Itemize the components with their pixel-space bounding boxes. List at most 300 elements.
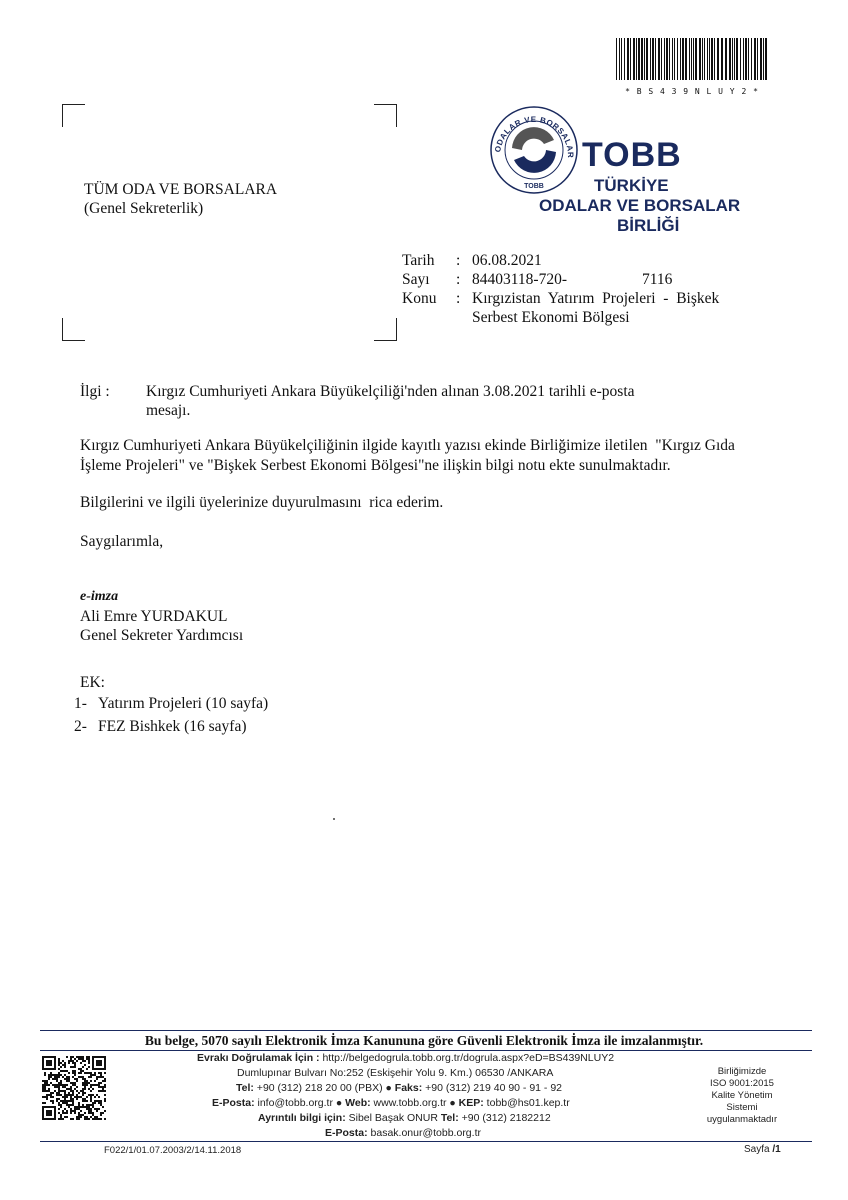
qr-module	[60, 1090, 62, 1092]
page-label: Sayfa	[744, 1144, 770, 1155]
qr-module	[72, 1062, 74, 1064]
qr-module	[82, 1066, 84, 1068]
qr-module	[84, 1082, 86, 1084]
seal-bottom-text: TOBB	[524, 183, 544, 190]
qr-module	[66, 1104, 68, 1106]
qr-module	[88, 1112, 90, 1114]
footer-eposta2	[325, 1127, 481, 1139]
qr-module	[88, 1066, 90, 1068]
qr-module	[62, 1096, 64, 1098]
qr-module	[50, 1096, 52, 1098]
qr-module	[78, 1104, 80, 1106]
qr-module	[82, 1058, 84, 1060]
qr-module	[98, 1118, 100, 1120]
qr-module	[60, 1118, 62, 1120]
barcode-code: * B S 4 3 9 N L U Y 2 *	[625, 87, 759, 96]
qr-module	[72, 1118, 74, 1120]
qr-module	[66, 1112, 68, 1114]
qr-module	[66, 1080, 68, 1082]
barcode-bar	[636, 38, 637, 80]
qr-module	[76, 1098, 78, 1100]
qr-module	[86, 1106, 88, 1108]
qr-module	[94, 1108, 96, 1110]
qr-module	[48, 1084, 50, 1086]
qr-module	[72, 1104, 74, 1106]
qr-module	[72, 1092, 74, 1094]
iso-line2: ISO 9001:2015	[710, 1078, 774, 1089]
barcode-bar	[717, 38, 719, 80]
qr-module	[82, 1098, 84, 1100]
qr-module	[44, 1074, 46, 1076]
qr-module	[72, 1070, 74, 1072]
qr-module	[86, 1100, 88, 1102]
qr-module	[52, 1102, 54, 1104]
qr-module	[60, 1082, 62, 1084]
qr-module	[42, 1090, 44, 1092]
qr-module	[94, 1072, 96, 1074]
qr-module	[76, 1108, 78, 1110]
address-window-corner-tr	[374, 104, 397, 127]
barcode-bar	[763, 38, 764, 80]
qr-module	[84, 1100, 86, 1102]
qr-module	[48, 1074, 50, 1076]
qr-module	[100, 1118, 102, 1120]
barcode-bar	[661, 38, 662, 80]
qr-module	[64, 1096, 66, 1098]
qr-module	[70, 1100, 72, 1102]
qr-module	[44, 1088, 46, 1090]
qr-module	[82, 1106, 84, 1108]
qr-module	[80, 1062, 82, 1064]
qr-module	[62, 1086, 64, 1088]
eposta-value[interactable]: info@tobb.org.tr ●	[254, 1097, 346, 1109]
qr-module	[94, 1116, 96, 1118]
barcode-bar	[734, 38, 735, 80]
barcode-bar	[633, 38, 635, 80]
tarih-label: Tarih	[402, 252, 435, 269]
qr-module	[102, 1106, 104, 1108]
qr-module	[84, 1084, 86, 1086]
barcode-bar	[702, 38, 703, 80]
qr-module	[94, 1118, 96, 1120]
qr-module	[84, 1098, 86, 1100]
qr-module	[74, 1062, 76, 1064]
para1-line2: İşleme Projeleri" ve "Bişkek Serbest Ekonomi Bölgesi"ne ilişkin bilgi notu ekte sunulmaktadır.	[80, 457, 671, 474]
qr-module	[88, 1058, 90, 1060]
konu-line2: Serbest Ekonomi Bölgesi	[472, 309, 630, 326]
qr-module	[80, 1106, 82, 1108]
iso-line1: Birliğimizde	[717, 1066, 767, 1077]
qr-module	[74, 1108, 76, 1110]
qr-module	[68, 1088, 70, 1090]
qr-module	[70, 1058, 72, 1060]
sayi-value: 84403118-720-	[472, 271, 567, 288]
ilgi-line1: Kırgız Cumhuriyeti Ankara Büyükelçiliği'nden alınan 3.08.2021 tarihli e-posta	[146, 383, 635, 400]
qr-module	[68, 1062, 70, 1064]
qr-module	[82, 1094, 84, 1096]
eimza-mark: e-imza	[80, 589, 119, 604]
footer-contact	[212, 1097, 570, 1109]
qr-module	[78, 1108, 80, 1110]
qr-module	[64, 1070, 66, 1072]
qr-module	[46, 1094, 48, 1096]
qr-module	[70, 1082, 72, 1084]
ayrintili-tel-value: +90 (312) 2182212	[458, 1112, 551, 1124]
qr-module	[78, 1068, 80, 1070]
barcode-bar	[754, 38, 756, 80]
page-value: /1	[769, 1144, 781, 1155]
qr-module	[92, 1074, 94, 1076]
barcode-bar	[677, 38, 678, 80]
address-window-corner-bl	[62, 318, 85, 341]
qr-module	[90, 1096, 92, 1098]
tobb-seal-logo	[488, 104, 580, 196]
qr-module	[84, 1072, 86, 1074]
qr-module	[64, 1074, 66, 1076]
qr-module	[98, 1086, 100, 1088]
qr-module	[60, 1080, 62, 1082]
barcode-bar	[641, 38, 643, 80]
qr-module	[92, 1088, 94, 1090]
tel-label: Tel:	[236, 1082, 254, 1094]
qr-module	[52, 1084, 54, 1086]
qr-module	[72, 1072, 74, 1074]
qr-module	[78, 1114, 80, 1116]
qr-module	[58, 1088, 60, 1090]
qr-module	[52, 1074, 54, 1076]
qr-module	[46, 1098, 48, 1100]
qr-module	[82, 1090, 84, 1092]
qr-module	[58, 1074, 60, 1076]
qr-module	[70, 1066, 72, 1068]
qr-module	[78, 1116, 80, 1118]
qr-module	[56, 1080, 58, 1082]
qr-module	[96, 1110, 98, 1112]
qr-module	[88, 1118, 90, 1120]
barcode-bar	[725, 38, 727, 80]
qr-module	[74, 1064, 76, 1066]
qr-module	[84, 1106, 86, 1108]
qr-module	[72, 1056, 74, 1058]
qr-module	[44, 1082, 46, 1084]
qr-module	[56, 1094, 58, 1096]
qr-module	[46, 1082, 48, 1084]
qr-module	[88, 1088, 90, 1090]
qr-module	[82, 1104, 84, 1106]
qr-module	[96, 1118, 98, 1120]
qr-module	[70, 1096, 72, 1098]
qr-module	[92, 1094, 94, 1096]
qr-module	[66, 1078, 68, 1080]
qr-module	[90, 1110, 92, 1112]
address-window-corner-br	[374, 318, 397, 341]
qr-module	[100, 1090, 102, 1092]
qr-module	[74, 1072, 76, 1074]
konu-line1: Kırgızistan Yatırım Projeleri - Bişkek	[472, 290, 720, 307]
barcode-bar	[682, 38, 684, 80]
qr-module	[42, 1084, 44, 1086]
qr-module	[82, 1082, 84, 1084]
barcode-bar	[621, 38, 622, 80]
qr-module	[86, 1068, 88, 1070]
barcode-bar	[745, 38, 747, 80]
qr-module	[66, 1070, 68, 1072]
kep-value[interactable]: tobb@hs01.kep.tr	[483, 1097, 570, 1109]
qr-module	[82, 1092, 84, 1094]
qr-module	[64, 1102, 66, 1104]
qr-module	[90, 1116, 92, 1118]
footer-tel	[236, 1082, 562, 1094]
qr-module	[92, 1084, 94, 1086]
qr-module	[90, 1080, 92, 1082]
qr-module	[72, 1110, 74, 1112]
footer-verify	[197, 1052, 614, 1064]
footer-bottom-rule	[40, 1141, 812, 1142]
qr-module	[54, 1090, 56, 1092]
qr-module	[62, 1100, 64, 1102]
para1-line1: Kırgız Cumhuriyeti Ankara Büyükelçiliğinin ilgide kayıtlı yazısı ekinde Birliğimize iletilen "Kırgız Gıda	[80, 437, 735, 454]
qr-module	[74, 1088, 76, 1090]
qr-module	[62, 1090, 64, 1092]
qr-module	[98, 1090, 100, 1092]
qr-module	[88, 1062, 90, 1064]
barcode-bar	[699, 38, 701, 80]
qr-module	[88, 1082, 90, 1084]
qr-module	[78, 1118, 80, 1120]
qr-module	[78, 1058, 80, 1060]
qr-module	[92, 1104, 94, 1106]
address-window-corner-tl	[62, 104, 85, 127]
qr-module	[66, 1094, 68, 1096]
qr-module	[98, 1102, 100, 1104]
qr-module	[76, 1096, 78, 1098]
qr-module	[68, 1076, 70, 1078]
tarih-row	[402, 251, 782, 270]
qr-module	[96, 1078, 98, 1080]
qr-module	[56, 1100, 58, 1102]
qr-module	[70, 1060, 72, 1062]
qr-module	[94, 1100, 96, 1102]
qr-module	[86, 1058, 88, 1060]
qr-module	[66, 1100, 68, 1102]
qr-module	[100, 1086, 102, 1088]
qr-module	[88, 1094, 90, 1096]
qr-module	[74, 1074, 76, 1076]
web-label: Web:	[345, 1097, 371, 1109]
ilgi-label: İlgi :	[80, 383, 110, 400]
qr-module	[92, 1106, 94, 1108]
barcode-bar	[619, 38, 620, 80]
ayrintili-label: Ayrıntılı bilgi için:	[258, 1112, 346, 1124]
qr-module	[64, 1066, 66, 1068]
qr-module	[44, 1086, 46, 1088]
qr-module	[84, 1080, 86, 1082]
qr-module	[60, 1066, 62, 1068]
qr-module	[98, 1076, 100, 1078]
qr-module	[56, 1076, 58, 1078]
attachment-num: 1-	[74, 695, 87, 712]
sayi-number: 7116	[642, 271, 673, 288]
qr-module	[102, 1080, 104, 1082]
qr-module	[104, 1098, 106, 1100]
qr-module	[50, 1092, 52, 1094]
qr-module	[100, 1114, 102, 1116]
qr-module	[72, 1076, 74, 1078]
qr-module	[70, 1094, 72, 1096]
qr-module	[102, 1076, 104, 1078]
barcode-bar	[655, 38, 656, 80]
qr-module	[58, 1058, 60, 1060]
konu-label: Konu	[402, 290, 437, 307]
qr-module	[68, 1080, 70, 1082]
qr-module	[50, 1072, 52, 1074]
qr-module	[78, 1106, 80, 1108]
qr-module	[50, 1076, 52, 1078]
qr-module	[104, 1084, 106, 1086]
qr-module	[80, 1068, 82, 1070]
qr-module	[48, 1094, 50, 1096]
qr-module	[76, 1090, 78, 1092]
qr-module	[60, 1116, 62, 1118]
qr-module	[42, 1080, 44, 1082]
qr-module	[58, 1064, 60, 1066]
qr-module	[86, 1056, 88, 1058]
qr-module	[78, 1092, 80, 1094]
qr-module	[80, 1116, 82, 1118]
barcode-bar	[616, 38, 617, 80]
qr-module	[64, 1116, 66, 1118]
qr-module	[58, 1104, 60, 1106]
qr-module	[68, 1094, 70, 1096]
qr-module	[74, 1082, 76, 1084]
iso-line4: Sistemi	[726, 1102, 758, 1113]
qr-module	[62, 1076, 64, 1078]
footer-address: Dumlupınar Bulvarı No:252 (Eskişehir Yolu 9. Km.) 06530 /ANKARA	[237, 1067, 554, 1079]
qr-module	[88, 1072, 90, 1074]
qr-module	[104, 1090, 106, 1092]
qr-module	[58, 1068, 60, 1070]
qr-module	[88, 1076, 90, 1078]
qr-module	[82, 1060, 84, 1062]
qr-module	[84, 1086, 86, 1088]
footer-banner: Bu belge, 5070 sayılı Elektronik İmza Kanununa göre Güvenli Elektronik İmza ile imzalanmıştır.	[144, 1033, 704, 1048]
qr-module	[96, 1076, 98, 1078]
recipient-line1: TÜM ODA VE BORSALARA	[84, 181, 278, 198]
qr-module	[64, 1092, 66, 1094]
qr-module	[76, 1056, 78, 1058]
qr-module	[94, 1074, 96, 1076]
verify-url[interactable]: http://belgedogrula.tobb.org.tr/dogrula.aspx?eD=BS439NLUY2	[319, 1052, 615, 1064]
qr-module	[70, 1098, 72, 1100]
barcode-bar	[685, 38, 687, 80]
attachment-num: 2-	[74, 718, 87, 735]
barcode-bar	[638, 38, 640, 80]
qr-module	[64, 1108, 66, 1110]
qr-module	[104, 1118, 106, 1120]
qr-module	[84, 1064, 86, 1066]
qr-module	[62, 1102, 64, 1104]
qr-module	[54, 1086, 56, 1088]
barcode	[616, 38, 768, 96]
qr-module	[64, 1086, 66, 1088]
qr-module	[50, 1082, 52, 1084]
qr-module	[48, 1090, 50, 1092]
qr-module	[90, 1098, 92, 1100]
logo-line2: ODALAR VE BORSALAR	[539, 196, 741, 215]
qr-module	[80, 1058, 82, 1060]
qr-module	[58, 1076, 60, 1078]
verify-label: Evrakı Doğrulamak İçin :	[197, 1052, 320, 1064]
sayi-colon: :	[456, 271, 461, 288]
qr-module	[58, 1094, 60, 1096]
qr-module	[46, 1096, 48, 1098]
qr-module	[88, 1108, 90, 1110]
qr-module	[70, 1090, 72, 1092]
qr-module	[70, 1086, 72, 1088]
qr-module	[50, 1100, 52, 1102]
qr-module	[90, 1112, 92, 1114]
signer-title: Genel Sekreter Yardımcısı	[80, 627, 244, 644]
qr-module	[90, 1094, 92, 1096]
qr-module	[68, 1092, 70, 1094]
barcode-bar	[736, 38, 738, 80]
qr-module	[70, 1108, 72, 1110]
qr-module	[98, 1096, 100, 1098]
qr-module	[96, 1100, 98, 1102]
qr-module	[84, 1118, 86, 1120]
qr-module	[102, 1088, 104, 1090]
qr-module	[60, 1100, 62, 1102]
qr-module	[98, 1100, 100, 1102]
qr-module	[80, 1076, 82, 1078]
barcode-bar	[672, 38, 673, 80]
qr-module	[52, 1096, 54, 1098]
ayrintili-value: Sibel Başak ONUR	[345, 1112, 441, 1124]
qr-module	[54, 1076, 56, 1078]
signer-name: Ali Emre YURDAKUL	[80, 608, 228, 625]
qr-module	[94, 1080, 96, 1082]
qr-module	[64, 1084, 66, 1086]
eposta2-value[interactable]: basak.onur@tobb.org.tr	[367, 1127, 481, 1139]
qr-module	[102, 1112, 104, 1114]
barcode-bar	[630, 38, 631, 80]
barcode-bar	[765, 38, 767, 80]
qr-module	[88, 1110, 90, 1112]
qr-module	[70, 1088, 72, 1090]
qr-module	[90, 1072, 92, 1074]
qr-module	[54, 1084, 56, 1086]
web-value[interactable]: www.tobb.org.tr ●	[370, 1097, 459, 1109]
seal-arc-text: ODALAR VE BORSALAR	[493, 114, 576, 159]
qr-module	[62, 1118, 64, 1120]
qr-module	[68, 1100, 70, 1102]
qr-module	[86, 1116, 88, 1118]
qr-module	[68, 1060, 70, 1062]
qr-module	[76, 1078, 78, 1080]
qr-module	[70, 1110, 72, 1112]
qr-module	[90, 1100, 92, 1102]
qr-module	[86, 1080, 88, 1082]
qr-module	[94, 1096, 96, 1098]
qr-module	[52, 1100, 54, 1102]
qr-module	[82, 1078, 84, 1080]
ayrintili-tel-label: Tel:	[440, 1112, 459, 1124]
attachment-text: Yatırım Projeleri (10 sayfa)	[98, 695, 269, 712]
page-indicator	[744, 1144, 781, 1155]
qr-module	[80, 1070, 82, 1072]
qr-module	[62, 1110, 64, 1112]
konu-row-2	[402, 308, 782, 327]
